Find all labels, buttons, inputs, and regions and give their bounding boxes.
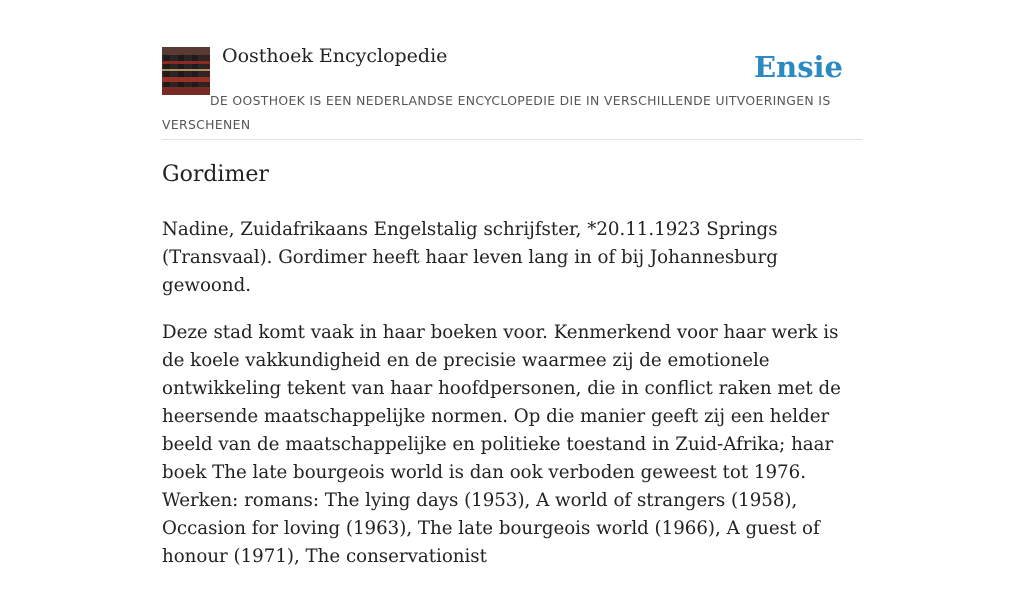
encyclopedia-books-icon[interactable] [162,47,210,95]
brand-logo[interactable]: Ensie [754,50,843,84]
header-divider [162,139,862,140]
site-tagline: DE OOSTHOEK IS EEN NEDERLANDSE ENCYCLOPEDIE DIE IN VERSCHILLENDE UITVOERINGEN IS VERSCHENEN [162,93,831,132]
article-title: Gordimer [162,162,269,187]
site-name-link[interactable]: Oosthoek Encyclopedie [222,45,448,67]
article-paragraph: Nadine, Zuidafrikaans Engelstalig schrijfster, *20.11.1923 Springs (Transvaal). Gordimer heeft haar leven lang in of bij Johannesburg gewoond. [162,219,778,296]
page-container [162,0,862,567]
article-paragraph: Deze stad komt vaak in haar boeken voor. Kenmerkend voor haar werk is de koele vakkundigheid en de precisie waarmee zij de emotionele ontwikkeling tekent van haar hoofdpersonen, die in conflict raken met de heersende maatschappelijke normen. Op die manier geeft zij een helder beeld van de maatschappelijke en politieke toestand in Zuid-Afrika; haar boek The late bourgeois world is dan ook verboden geweest tot 1976. Werken: romans: The lying days (1953), A world of strangers (1958), Occasion for loving (1963), The late bourgeois world (1966), A guest of honour (1971), The conservationist [162,322,841,567]
article-body [162,216,852,590]
